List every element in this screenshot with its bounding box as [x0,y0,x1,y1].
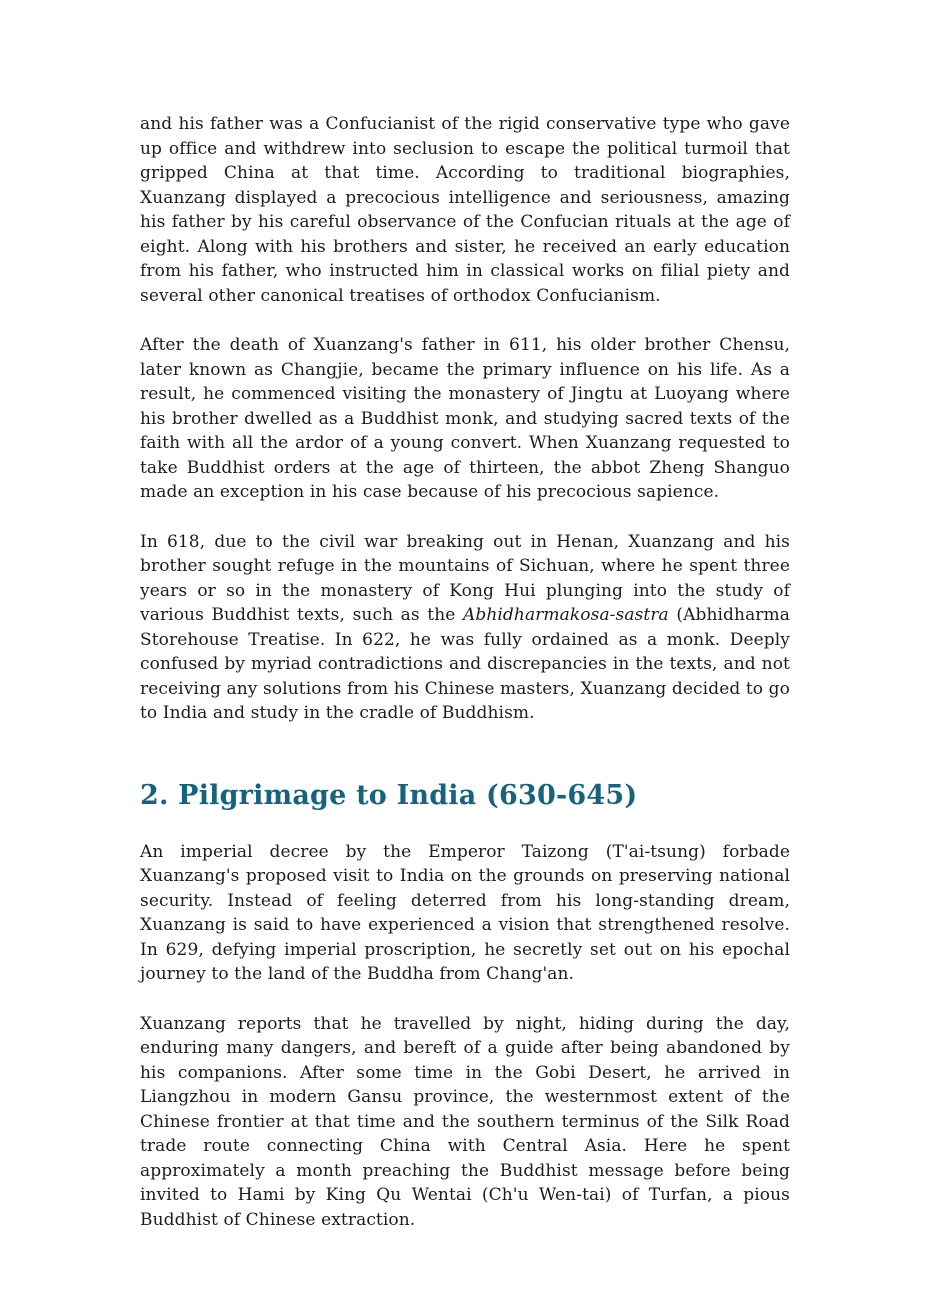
book-title-italic: Abhidharmakosa-sastra [462,605,669,625]
paragraph-ordination [140,530,790,726]
section-heading-pilgrimage: 2. Pilgrimage to India (630-645) [140,779,638,811]
paragraph-early-education: and his father was a Confucianist of the rigid conservative type who gave up office and withdrew into seclusion to escape the political turmoil that gripped China at that time. According to traditional biographies, Xuanzang displayed a precocious intelligence and seriousness, amazing his father by his careful observance of the Confucian rituals at the age of eight. Along with his brothers and sister, he received an early education from his father, who instructed him in classical works on filial piety and several other canonical treatises of orthodox Confucianism. [140,114,790,306]
paragraph-imperial-decree: An imperial decree by the Emperor Taizong (T'ai-tsung) forbade Xuanzang's proposed visit to India on the grounds on preserving national security. Instead of feeling deterred from his long-standing dream, Xuanzang is said to have experienced a vision that strengthened resolve. In 629, defying imperial proscription, he secretly set out on his epochal journey to the land of the Buddha from Chang'an. [140,841,790,985]
paragraph-ordination-text-after: (Abhidharma Storehouse Treatise. In 622, he was fully ordained as a monk. Deeply confused by myriad contradictions and discrepancies in the texts, and not receiving any solutions from his Chinese masters, Xuanzang decided to go to India and study in the cradle of Buddhism. [140,605,790,723]
paragraph-brother-influence: After the death of Xuanzang's father in 611, his older brother Chensu, later known as Changjie, became the primary influence on his life. As a result, he commenced visiting the monastery of Jingtu at Luoyang where his brother dwelled as a Buddhist monk, and studying sacred texts of the faith with all the ardor of a young convert. When Xuanzang requested to take Buddhist orders at the age of thirteen, the abbot Zheng Shanguo made an exception in his case because of his precocious sapience. [140,335,790,502]
paragraph-ordination-text-before: In 618, due to the civil war breaking out in Henan, Xuanzang and his brother sought refuge in the mountains of Sichuan, where he spent three years or so in the monastery of Kong Hui plunging into the study of various Buddhist texts, such as the [140,531,790,625]
paragraph-journey-gobi: Xuanzang reports that he travelled by night, hiding during the day, enduring many dangers, and bereft of a guide after being abandoned by his companions. After some time in the Gobi Desert, he arrived in Liangzhou in modern Gansu province, the westernmost extent of the Chinese frontier at that time and the southern terminus of the Silk Road trade route connecting China with Central Asia. Here he spent approximately a month preaching the Buddhist message before being invited to Hami by King Qu Wentai (Ch'u Wen-tai) of Turfan, a pious Buddhist of Chinese extraction. [140,1013,790,1230]
